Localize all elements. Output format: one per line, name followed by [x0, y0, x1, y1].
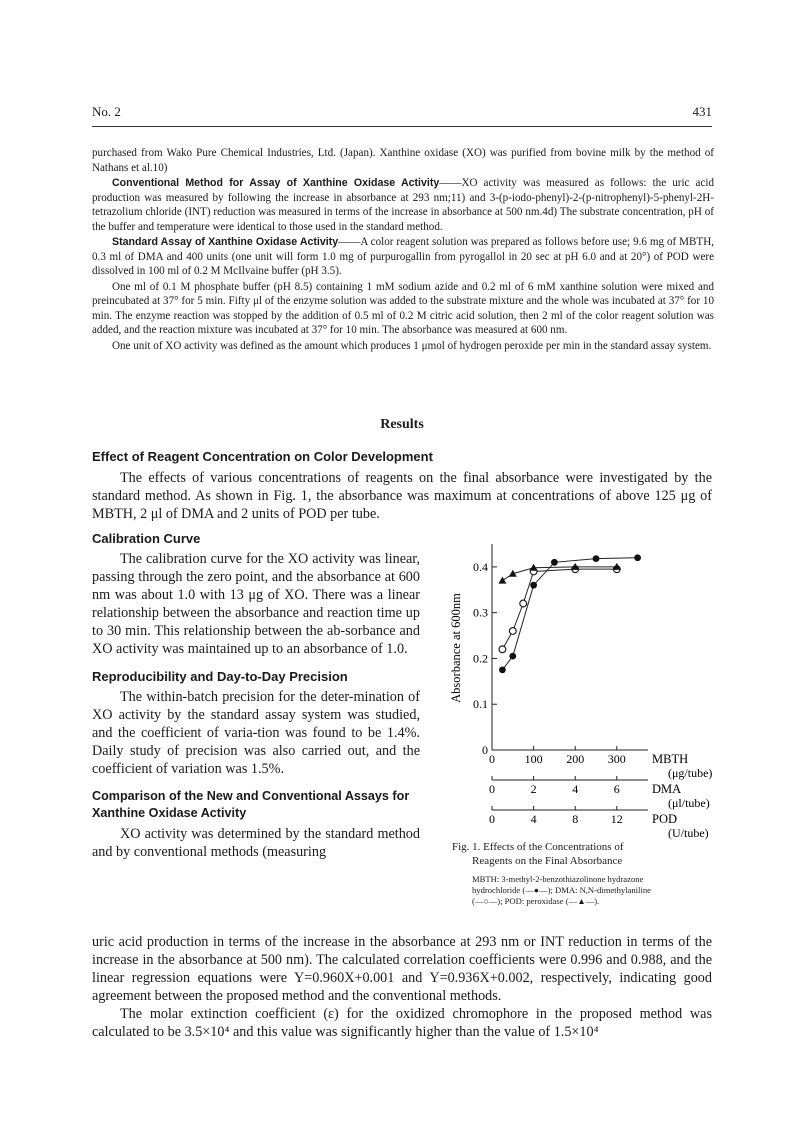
x-tick-label: 0 — [489, 752, 495, 766]
effect-heading: Effect of Reagent Concentration on Color Development — [92, 449, 433, 464]
x-tick-label: 0 — [489, 782, 495, 796]
data-point-mbth — [530, 582, 537, 589]
x-axis-unit-dma: DMA — [652, 782, 682, 796]
absorbance-chart — [436, 538, 726, 840]
conventional-paragraph — [92, 176, 714, 234]
legend-line-2: hydrochloride (—●—); DMA: N,N-dimethylaniline — [472, 885, 651, 895]
y-tick-label: 0 — [482, 743, 488, 757]
y-tick-label: 0.3 — [473, 605, 488, 620]
conventional-heading: Conventional Method for Assay of Xanthine Oxidase Activity — [112, 177, 440, 189]
standard-heading: Standard Assay of Xanthine Oxidase Activity — [112, 236, 339, 248]
results-title: Results — [380, 417, 424, 432]
data-point-mbth — [593, 555, 600, 562]
comparison-text-3: The molar extinction coefficient (ε) for the oxidized chromophore in the proposed method was calculated to be 3.5×10⁴ and this value was significantly higher than the value of 1.5×10⁴ — [92, 1006, 712, 1040]
data-point-pod — [498, 577, 506, 584]
left-column — [92, 530, 420, 861]
figure-1 — [436, 538, 726, 840]
data-point-dma — [520, 600, 527, 607]
calibration-heading: Calibration Curve — [92, 531, 201, 546]
x-tick-label: 12 — [610, 812, 623, 826]
page-header — [92, 104, 712, 122]
x-tick-label: 2 — [530, 782, 537, 796]
x-axis-unit-pod: POD — [652, 812, 678, 826]
reproducibility-text: The within-batch precision for the deter-mination of XO activity by the standard assay system was studied, and the coefficient of varia-tion was found to be 1.4%. Daily study of precision was also carried out, and the coefficient of variation was 1.5%. — [92, 689, 420, 777]
data-point-pod — [571, 563, 579, 570]
page-number: 431 — [692, 104, 712, 119]
calibration-text: The calibration curve for the XO activity was linear, passing through the zero point, and the absorbance at 600 nm was about 1.0 with 13 μg of XO. There was a linear relationship between the absorbance and reaction time up to 30 min. This relationship between the ab-sorbance and XO activity was maintained up to an absorbance of 1.0. — [92, 551, 420, 657]
standard-paragraph-3: One unit of XO activity was defined as the amount which produces 1 μmol of hydrogen peroxide per min in the standard assay system. — [112, 339, 712, 352]
comparison-text-1: XO activity was determined by the standard method and by conventional methods (measuring — [92, 826, 420, 860]
figure-legend — [472, 874, 718, 907]
standard-paragraph-2: One ml of 0.1 M phosphate buffer (pH 8.5) containing 1 mM sodium azide and 0.2 ml of 6 mM xanthine solution were mixed and preincubated at 37° for 5 min. Fifty μl of the enzyme solution was added to the substrate mixture and the whole was incubated at 37° for 10 min. The enzyme reaction was stopped by the addition of 0.5 ml of 0.2 M citric acid solution, then 2 ml of the color reagent solution was added, and the reaction mixture was incubated at 37° for 10 min. The absorbance was measured at 600 nm. — [92, 280, 714, 336]
x-tick-label: 4 — [530, 812, 537, 826]
issue-number: No. 2 — [92, 104, 121, 119]
y-axis-label: Absorbance at 600nm — [449, 593, 463, 703]
x-axis-unit-mbth: MBTH — [652, 752, 689, 766]
x-axis-unit-label: (μl/tube) — [668, 796, 710, 810]
methods-section — [92, 146, 714, 353]
x-tick-label: 6 — [613, 782, 620, 796]
x-tick-label: 0 — [489, 812, 495, 826]
x-tick-label: 200 — [566, 752, 585, 766]
series-line-mbth — [502, 558, 637, 670]
comparison-continued — [92, 933, 712, 1041]
figure-caption — [452, 841, 716, 868]
data-point-mbth — [509, 653, 516, 660]
comparison-heading: Comparison of the New and Conventional Assays for Xanthine Oxidase Activity — [92, 789, 410, 820]
data-point-mbth — [551, 559, 558, 566]
effect-text: The effects of various concentrations of reagents on the final absorbance were investigated by the standard method. As shown in Fig. 1, the absorbance was maximum at concentrations of above 125 μg of MBTH, 2 μl of DMA and 2 units of POD per tube. — [92, 470, 712, 522]
data-point-dma — [499, 646, 506, 653]
x-tick-label: 4 — [572, 782, 579, 796]
x-axis-unit-label: (U/tube) — [668, 826, 709, 840]
x-axis-unit-label: (μg/tube) — [668, 766, 713, 780]
header-rule — [92, 126, 712, 127]
comparison-text-2: uric acid production in terms of the increase in the absorbance at 293 nm or INT reduction in terms of the increase in the absorbance at 500 nm). The calculated correlation coefficients were 0.996 and 0.988, and the linear regression equations were Y=0.960X+0.001 and Y=0.936X+0.002, respectively, indicating good agreement between the proposed method and the conventional methods. — [92, 934, 712, 1004]
y-tick-label: 0.4 — [473, 559, 488, 574]
x-tick-label: 100 — [524, 752, 543, 766]
data-point-dma — [509, 628, 516, 635]
legend-line-3: (—○—); POD: peroxidase (—▲—). — [472, 896, 600, 906]
data-point-mbth — [499, 666, 506, 673]
conventional-text: ——XO activity was measured as follows: the uric acid production was measured by following the increase in absorbance at 293 nm;11) and 3-(p-iodo-phenyl)-2-(p-nitrophenyl)-5-phenyl-2H-tetrazolium chloride (INT) reduction was measured in terms of the increase in absorbance at 500 nm.4d) The substrate concentration, pH of the buffer and temperature were identical to those used in the standard method. — [92, 177, 714, 233]
intro-paragraph: purchased from Wako Pure Chemical Industries, Ltd. (Japan). Xanthine oxidase (XO) was purified from bovine milk by the method of Nathans et al.10) — [92, 147, 714, 174]
y-tick-label: 0.2 — [473, 651, 488, 666]
effect-section — [92, 448, 712, 523]
y-tick-label: 0.1 — [473, 697, 488, 712]
series-line-dma — [502, 569, 616, 649]
caption-line-2: Reagents on the Final Absorbance — [472, 854, 623, 867]
data-point-mbth — [634, 554, 641, 561]
standard-text: ——A color reagent solution was prepared as follows before use; 9.6 mg of MBTH, 0.3 ml of DMA and 400 units (one unit will form 1.0 mg of purpurogallin from pyrogallol in 20 sec at pH 6.0 and at 20°) of POD were dissolved in 100 ml of 0.2 M McIlvaine buffer (pH 3.5). — [92, 236, 714, 277]
caption-line-1: Fig. 1. Effects of the Concentrations of — [452, 841, 624, 853]
legend-line-1: MBTH: 3-methyl-2-benzothiazolinone hydrazone — [472, 874, 644, 884]
reproducibility-heading: Reproducibility and Day-to-Day Precision — [92, 669, 348, 684]
x-tick-label: 8 — [572, 812, 579, 826]
x-tick-label: 300 — [607, 752, 626, 766]
standard-paragraph — [92, 235, 714, 279]
